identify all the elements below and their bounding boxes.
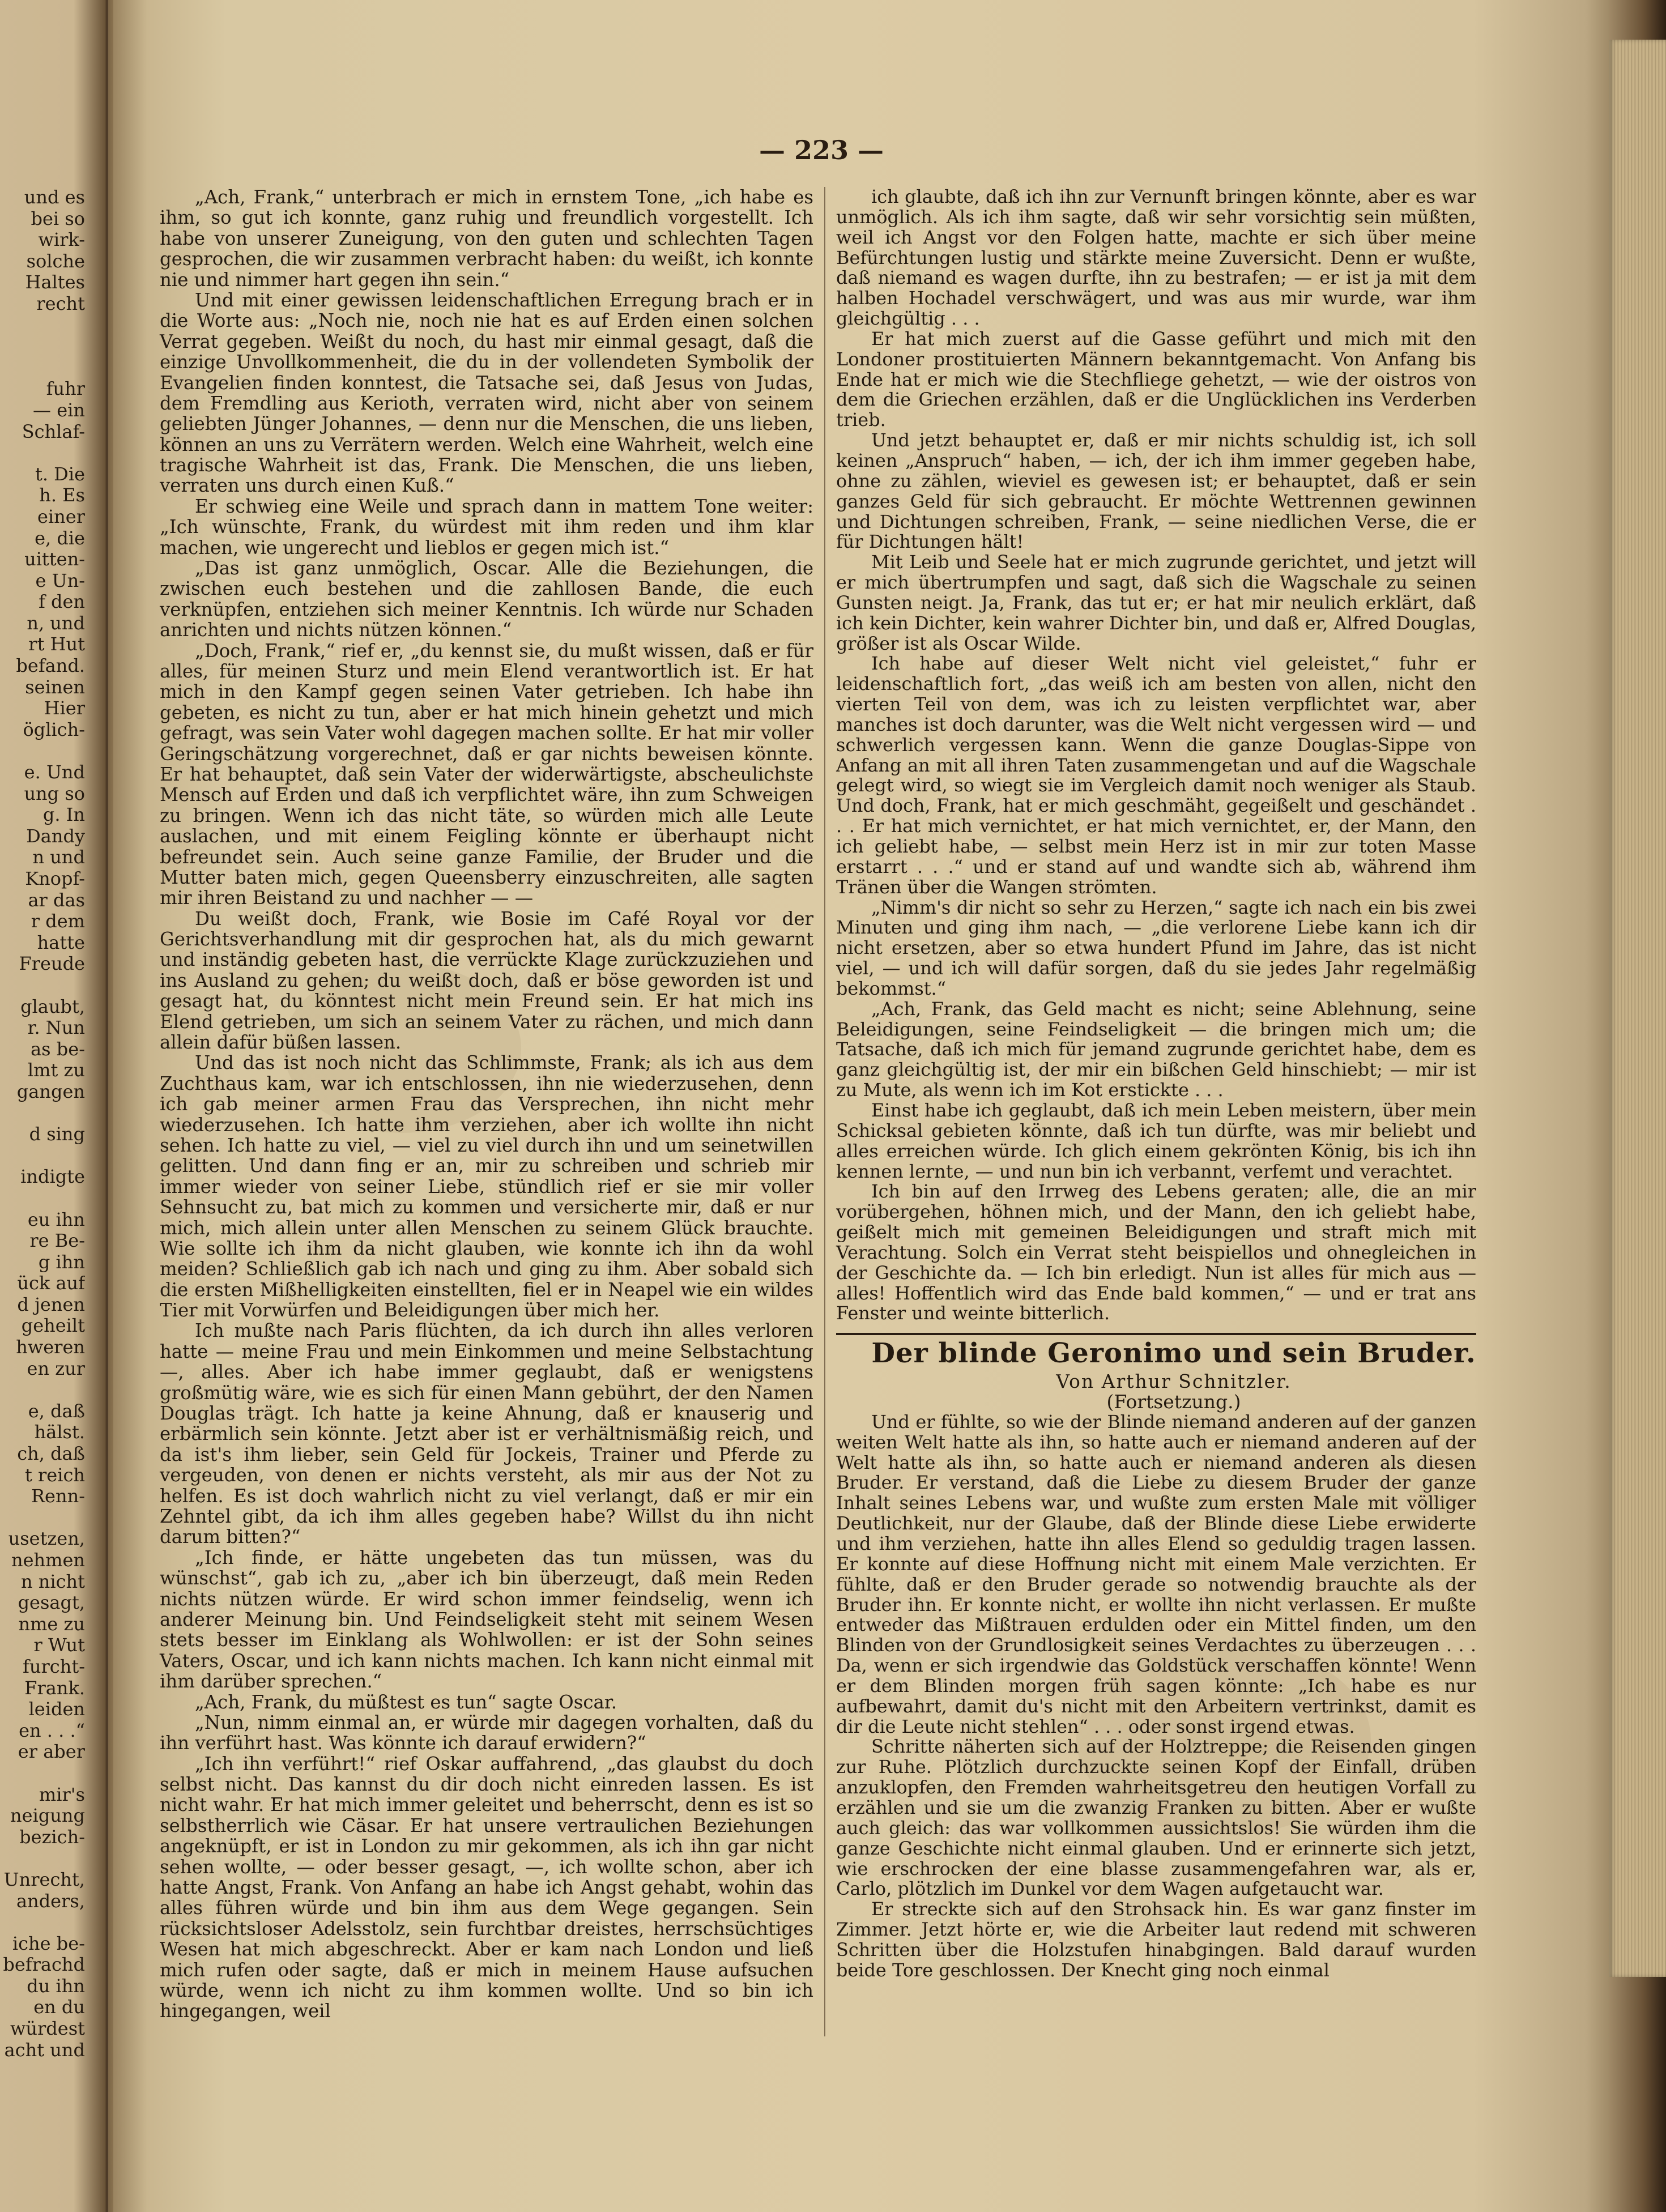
margin-fragment: eu ihn [27,1209,85,1230]
margin-fragment: f den [38,591,85,613]
right-column-continuation [836,187,1476,1324]
margin-fragment: Hier [44,698,85,719]
margin-fragment: ar das [28,889,85,911]
margin-fragment: uitten- [24,549,85,570]
margin-fragment [0,1188,85,1209]
margin-fragment: ück auf [17,1273,85,1294]
story-title: Der blinde Geronimo und sein Bruder. [871,1337,1476,1370]
margin-fragment [0,442,85,464]
paragraph: „Ach, Frank, das Geld macht es nicht; seine Ablehnung, seine Beleidigungen, seine Feindseligkeit — die bringen mich um; die Tatsache, daß ich mich für jemand zugrunde gerichtet habe, dem es ganz gleichgültig ist, der mir ein bißchen Geld hinschiebt; — mir ist zu Mute, als wenn ich im Kot erstickte . . . [836,998,1476,1101]
margin-fragment: Dandy [26,825,85,847]
margin-fragment: indigte [20,1166,85,1188]
margin-fragment: t reich [24,1464,85,1486]
paragraph: Und das ist noch nicht das Schlimmste, Frank; als ich aus dem Zuchthaus kam, war ich entschlossen, ihn nie wiederzusehen, denn ich gab meiner armen Frau das Versprechen, ihn nicht mehr wiederzusehen. Ich hatte ihm verziehen, aber ich wollte ihn nicht sehen. Ich hatte zu viel, — viel zu viel durch ihn und um seinetwillen gelitten. Und dann fing er an, mir zu schreiben und schrieb mir immer wieder von seiner Liebe, stündlich rief er sie mir voller Sehnsucht zu, bat mich zu kommen und versicherte mir, daß er nur mich, mich allein unter allen Menschen zu seinem Glück brauchte. Wie sollte ich ihm da nicht glauben, wie konnte ich ihn da wohl meiden? Schließlich gab ich nach und ging zu ihm. Aber sobald sich die ersten Mißhelligkeiten einstellten, fiel er in Neapel wie ein wildes Tier mit Vorwürfen und Beleidigungen über mich her. [160,1052,813,1322]
margin-fragment: wirk- [38,229,85,251]
paragraph: „Ich ihn verführt!“ rief Oskar auffahrend, „das glaubst du doch selbst nicht. Das kannst du dir doch nicht einreden lassen. Es ist nicht wahr. Er hat mich immer geleitet und beherrscht, denn es ist so selbstherrlich wie Cäsar. Er hat unsere vertraulichen Beziehungen angeknüpft, er ist in London zu mir gekommen, als ich ihn gar nicht sehen wollte, — oder besser gesagt, —, ich wollte schon, aber ich hatte Angst, Frank. Von Anfang an habe ich Angst gehabt, wohin das alles führen würde und bin ihm aus dem Wege gegangen. Sein rücksichtsloser Adelsstolz, sein furchtbar dreistes, herrschsüchtiges Wesen hat mich abgeschreckt. Aber er kam nach London und ließ mich rufen oder sagte, daß er mich in meinem Hause aufsuchen würde, wenn ich nicht zu ihm kommen wollte. Und so bin ich hingegangen, weil [160,1753,813,2022]
margin-fragment: n nicht [20,1571,85,1592]
margin-fragment: fuhr [46,378,85,400]
margin-fragment: ung so [24,783,85,804]
paragraph: Schritte näherten sich auf der Holztreppe; die Reisenden gingen zur Ruhe. Plötzlich durchzuckte seinen Kopf der Einfall, drüben anzuklopfen, den Fremden wahrheitsgetreu den heutigen Vorfall zu erzählen und sie um die zwanzig Franken zu bitten. Aber er wußte auch gleich: das war vollkommen aussichtslos! Sie würden ihm die ganze Geschichte nicht einmal glauben. Und er erinnerte sich jetzt, wie erschrocken der eine blasse zusammengefahren war, als er, Carlo, plötzlich im Dunkel vor dem Wagen aufgetaucht war. [836,1736,1476,1900]
margin-fragment: Frank. [24,1677,85,1699]
margin-fragment: würdest [10,2018,85,2040]
margin-fragment: befrachd [3,1954,85,1976]
paragraph: Ich habe auf dieser Welt nicht viel geleistet,“ fuhr er leidenschaftlich fort, „das weiß ich am besten von allen, nicht den vierten Teil von dem, was ich zu leisten verpflichtet war, aber manches ist doch darunter, was die Welt nicht vergessen wird — und schwerlich vergessen kann. Wenn die ganze Douglas-Sippe von Anfang an mit all ihren Taten zusammengetan und auf die Wagschale gelegt wird, so wiegt sie im Vergleich damit noch weniger als Staub. Und doch, Frank, hat er mich geschmäht, gegeißelt und geschändet . . . Er hat mich vernichtet, er hat mich vernichtet, er, der Mann, den ich geliebt habe, — selbst mein Herz ist in mir zur toten Masse erstarrt . . .“ und er stand auf und wandte sich ab, während ihm Tränen über die Wangen strömten. [836,653,1476,898]
margin-fragment [0,975,85,996]
margin-fragment: Schlaf- [22,421,85,442]
margin-fragment: usetzen, [8,1528,85,1550]
paragraph: „Ich finde, er hätte ungebeten das tun müssen, was du wünschst“, gab ich zu, „aber ich bin überzeugt, daß mein Reden nichts nützen würde. Er wird schon immer feindselig, wenn ich anderer Meinung bin. Und Feindseligkeit steht mit seinem Wesen stets besser im Einklang als Wohlwollen: er ist der Sohn seines Vaters, Oscar, und ich kann nichts machen. Ich kann nicht einmal mit ihm darüber sprechen.“ [160,1546,813,1693]
paragraph: Er streckte sich auf den Strohsack hin. Es war ganz finster im Zimmer. Jetzt hörte er, wie die Arbeiter laut redend mit schweren Schritten über die Holzstufen hinabgingen. Bald darauf wurden beide Tore geschlossen. Der Knecht ging noch einmal [836,1898,1476,1981]
margin-fragment: re Be- [29,1230,85,1252]
paragraph: „Das ist ganz unmöglich, Oscar. Alle die Beziehungen, die zwischen euch bestehen und die zahllosen Bande, die euch verknüpfen, entziehen sich meiner Kenntnis. Ich würde nur Schaden anrichten und nichts nützen können.“ [160,557,813,641]
paragraph: Du weißt doch, Frank, wie Bosie im Café Royal vor der Gerichtsverhandlung mit dir gesprochen hat, als du mich gewarnt und inständig gebeten hast, die verrückte Klage zurückzuziehen und ins Ausland zu gehen; du weißt doch, daß er böse geworden ist und gesagt hat, du könntest nicht mein Freund sein. Er hat mich ins Elend getrieben, um sich an seinem Vater zu rächen, und mich dann allein dafür büßen lassen. [160,907,813,1054]
margin-fragment: bei so [31,208,85,229]
margin-fragment [0,740,85,762]
paragraph: Er schwieg eine Weile und sprach dann in mattem Tone weiter: „Ich wünschte, Frank, du würdest mit ihm reden und ihm klar machen, wie ungerecht und lieblos er gegen mich ist.“ [160,495,813,559]
margin-fragment: gangen [16,1081,85,1102]
paragraph: „Ach, Frank, du müßtest es tun“ sagte Oscar. [195,1691,617,1713]
paragraph: „Nimm's dir nicht so sehr zu Herzen,“ sagte ich nach ein bis zwei Minuten und ging ihm nach, — „die verlorene Liebe kann ich dir nicht ersetzen, aber so etwa hundert Pfund im Jahre, das ist nicht viel, — und ich will dafür sorgen, daß du sie jedes Jahr regelmäßig bekommst.“ [836,896,1476,999]
margin-fragment: und es [24,187,85,208]
margin-fragment: d sing [29,1124,85,1145]
margin-fragment: e. Und [24,762,85,783]
margin-fragment: iche be- [12,1933,85,1954]
margin-fragment: e, daß [28,1400,85,1422]
margin-fragment: solche [26,250,85,272]
margin-fragment [0,1763,85,1784]
margin-fragment: neigung [10,1805,85,1827]
margin-fragment: rt Hut [28,634,85,655]
margin-fragment: öglich- [23,719,85,740]
margin-fragment: r dem [31,911,85,932]
margin-fragment [0,1103,85,1124]
margin-fragment: n und [32,847,85,868]
margin-fragment: Haltes [25,272,85,293]
margin-fragment [0,1379,85,1401]
margin-fragment: t. Die [35,463,85,485]
margin-fragment [0,336,85,357]
story-continuation-note: (Fortsetzung.) [1106,1391,1241,1413]
paragraph: Und jetzt behauptet er, daß er mir nichts schuldig ist, ich soll keinen „Anspruch“ haben, — ich, der ich ihm immer gegeben habe, ohne zu zählen, wieviel es gewesen ist; er behauptet, daß er sein ganzes Geld für sich gebraucht. Er möchte Wettrennen gewinnen und Dichtungen schreiben, Frank, — seine niedlichen Verse, die er für Dichtungen hält! [836,429,1476,553]
margin-fragment: acht und [4,2039,85,2061]
margin-fragment: g ihn [38,1251,85,1273]
margin-fragment: hatte [37,932,85,953]
margin-fragment: glaubt, [20,996,85,1017]
margin-fragment [0,315,85,336]
margin-fragment: as be- [31,1038,85,1060]
margin-fragment: en zur [27,1358,85,1379]
paragraph: Ich mußte nach Paris flüchten, da ich durch ihn alles verloren hatte — meine Frau und mein Einkommen und meine Selbstachtung —, alles. Aber ich habe immer geglaubt, daß er wenigstens großmütig wäre, wie es sich für einen Mann gebührt, der den Namen Douglas trägt. Ich hatte ja keine Ahnung, daß er knauserig und erbärmlich sein könnte. Jetzt aber ist er verhältnismäßig reich, und da ist's ihm lieber, sein Geld für Jockeis, Trainer und Pferde zu vergeuden, von denen er nichts versteht, als mir aus der Not zu helfen. Es ist doch wahrlich nicht zu viel verlangt, daß er mir ein Zehntel gibt, da ich ihm alles gegeben habe? Willst du ihn nicht darum bitten?“ [160,1320,813,1548]
paragraph: Ich bin auf den Irrweg des Lebens geraten; alle, die an mir vorübergehen, höhnen mich, und der Mann, den ich geliebt habe, geißelt mich mit gemeinen Beleidigungen und straft mich mit Verachtung. Solch ein Verrat steht beispiellos und ohnegleichen in der Geschichte da. — Ich bin erledigt. Nun ist alles für mich aus — alles! Hoffentlich wird das Ende bald kommen,“ — und er trat ans Fenster und weinte bitterlich. [836,1180,1476,1324]
margin-fragment: Knopf- [25,868,85,889]
margin-fragment [0,1848,85,1869]
paragraph: Und mit einer gewissen leidenschaftlichen Erregung brach er in die Worte aus: „Noch nie, noch nie hat es auf Erden einen solchen Verrat gegeben. Weißt du noch, du hast mir einmal gesagt, daß die einzige Unvollkommenheit, die du in der vollendeten Symbolik der Evangelien finden konntest, die Tatsache sei, daß Jesus von Judas, dem Fremdling aus Kerioth, verraten wird, nicht aber von seinem geliebten Jünger Johannes, — denn nur die Menschen, die uns lieben, können an uns zu Verrätern werden. Welch eine Wahrheit, welch eine tragische Wahrheit ist das, Frank. Die Menschen, die uns lieben, verraten uns durch einen Kuß.“ [160,289,813,497]
margin-fragment: er aber [18,1741,85,1763]
margin-fragment: e Un- [35,570,85,591]
paragraph: Mit Leib und Seele hat er mich zugrunde gerichtet, und jetzt will er mich übertrumpfen und sagt, daß sich die Wagschale zu seinen Gunsten neigt. Ja, Frank, das tut er; er hat mir neulich erklärt, daß ich kein Dichter, kein wahrer Dichter bin, und daß er, Alfred Douglas, größer ist als Oscar Wilde. [836,551,1476,654]
margin-fragment: leiden [28,1699,85,1720]
left-page-text-fragments [0,187,85,2061]
margin-fragment [0,1507,85,1529]
margin-fragment: — ein [33,399,85,421]
margin-fragment: e, die [35,527,85,549]
margin-fragment: en du [33,1997,85,2018]
margin-fragment: nme zu [18,1613,85,1635]
margin-fragment: Renn- [31,1486,85,1507]
margin-fragment: nehmen [11,1550,85,1571]
margin-fragment: lmt zu [27,1060,85,1081]
margin-fragment: h. Es [39,485,85,506]
margin-fragment: Unrecht, [3,1869,85,1890]
margin-fragment: du ihn [27,1975,85,1997]
margin-fragment: geheilt [21,1315,85,1337]
margin-fragment: g. In [42,804,85,826]
margin-fragment: Freude [19,953,85,975]
margin-fragment: mir's [39,1784,85,1805]
page-edges [1609,40,1666,1977]
margin-fragment: en . . .“ [19,1720,85,1741]
margin-fragment [0,1145,85,1167]
paragraph: Und er fühlte, so wie der Blinde niemand anderen auf der ganzen weiten Welt hatte als ihn, so hatte auch er niemand anderen auf der Welt hatte als ihn, so hatte auch er niemand anderen als diesen Bruder. Er verstand, daß die Liebe zu diesem Bruder der ganze Inhalt seines Lebens war, und wußte zum ersten Male mit völliger Deutlichkeit, nur der Glaube, daß der Blinde diese Liebe erwiderte und ihm verziehen, hatte ihn alles Elend so geduldig tragen lassen. Er konnte auf diese Hoffnung nicht mit einem Male verzichten. Er fühlte, daß er den Bruder gerade so notwendig brauchte als der Bruder ihn. Er konnte nicht, er wollte ihn nicht verlassen. Er mußte entweder das Mißtrauen erdulden oder ein Mittel finden, um den Blinden von der Grundlosigkeit seines Verdachtes zu überzeugen . . . Da, wenn er sich irgendwie das Goldstück verschaffen könnte! Wenn er dem Blinden morgen früh sagen könnte: „Ich habe es nur aufbewahrt, damit du's nicht mit den Arbeitern vertrinkst, damit es dir die Leute nicht stehlen“ . . . oder sonst irgend etwas. [836,1410,1476,1737]
margin-fragment: befand. [16,655,85,677]
paragraph: „Ach, Frank,“ unterbrach er mich in ernstem Tone, „ich habe es ihm, so gut ich konnte, ganz ruhig und freundlich vorgestellt. Ich habe von unserer Zuneigung, von den guten und schlechten Tagen gesprochen, die wir zusammen verbracht haben: du weißt, ich konnte nie und nimmer hart gegen ihn sein.“ [160,186,813,291]
margin-fragment: hweren [16,1337,85,1358]
paragraph: Einst habe ich geglaubt, daß ich mein Leben meistern, über mein Schicksal gebieten könnte, daß ich tun dürfte, was mir beliebt und alles erreichen würde. Ich glich einem gekrönten König, bis ich ihn kennen lernte, — und nun bin ich verbannt, verfemt und verachtet. [836,1099,1476,1182]
margin-fragment: n, und [27,612,85,634]
margin-fragment: r Wut [33,1635,85,1656]
story-body [836,1412,1476,1981]
margin-fragment: d jenen [17,1294,85,1315]
margin-fragment [0,1912,85,1933]
margin-fragment: einer [37,506,85,527]
margin-fragment: seinen [25,676,85,698]
margin-fragment: r. Nun [27,1017,85,1039]
column-divider [824,187,825,2036]
margin-fragment: gesagt, [18,1592,85,1614]
paragraph: „Nun, nimm einmal an, er würde mir dagegen vorhalten, daß du ihn verführt hast. Was könnte ich darauf erwidern?“ [160,1711,813,1754]
paragraph: Er hat mich zuerst auf die Gasse geführt und mich mit den Londoner prostituierten Männern bekanntgemacht. Von Anfang bis Ende hat er mich wie die Stechfliege gehetzt, — wie der oistros von dem die Griechen erzählen, daß er die Unglücklichen ins Verderben trieb. [836,327,1476,431]
story-byline: Von Arthur Schnitzler. [1056,1370,1292,1393]
margin-fragment: bezich- [19,1826,85,1848]
margin-fragment: furcht- [23,1656,85,1677]
right-column [836,187,1476,1981]
margin-fragment: ch, daß [17,1443,85,1465]
paragraph: „Doch, Frank,“ rief er, „du kennst sie, du mußt wissen, daß er für alles, für meinen Sturz und mein Elend verantwortlich ist. Er hat mich in den Kampf gegen seinen Vater getrieben. Ich habe ihn gebeten, es nicht zu tun, aber er hat mich hinein gehetzt und mich gefragt, was sein Vater wohl dagegen machen sollte. Er hat mir voller Geringschätzung vorgerechnet, daß er gar nichts beweisen könnte. Er hat behauptet, daß sein Vater der widerwärtigste, abscheulichste Mensch auf Erden und daß ich verpflichtet wäre, ihn zum Schweigen zu bringen. Wenn ich das nicht täte, so würden mich alle Leute auslachen, und mit einem Feigling könnte er überhaupt nicht befreundet sein. Auch seine ganze Familie, der Bruder und die Mutter baten mich, gegen Queensberry einzuschreiten, alle sagten mir ihren Beistand zu und nachher — — [160,640,813,909]
margin-fragment: hälst. [34,1422,85,1443]
margin-fragment: recht [36,293,85,314]
page-number: — 223 — [759,135,884,165]
margin-fragment: anders, [16,1890,85,1912]
left-page-edge [0,0,108,2212]
left-column [160,187,813,2022]
paragraph: ich glaubte, daß ich ihn zur Vernunft bringen könnte, aber es war unmöglich. Als ich ihm sagte, daß wir sehr vorsichtig sein müßten, weil ich Angst vor den Folgen hatte, machte er sich über meine Befürchtungen lustig und stärkte meine Zuversicht. Denn er wußte, daß niemand es wagen durfte, ihn zu bestrafen; — er ist ja mit dem halben Hochadel verschwägert, und was aus mir wurde, war ihm gleichgültig . . . [836,186,1476,330]
margin-fragment [0,357,85,379]
